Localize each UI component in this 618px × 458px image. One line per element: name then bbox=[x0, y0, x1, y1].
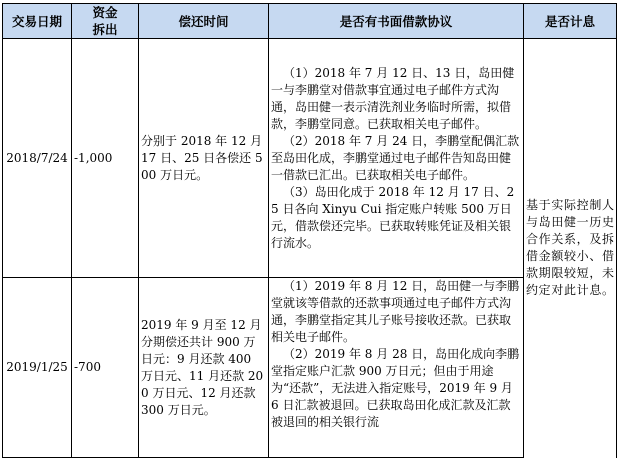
cell-repay-time: 2019 年 9 月至 12 月分期偿还共计 900 万日元：9 月还款 400 万日元、11 月还款 200 万日元、12 月还款 300 万日元。 bbox=[139, 278, 269, 458]
loan-table bbox=[2, 3, 617, 458]
header-interest: 是否计息 bbox=[524, 4, 617, 39]
header-date: 交易日期 bbox=[3, 4, 72, 39]
header-row bbox=[3, 4, 617, 39]
header-amount-line1: 资金 bbox=[92, 5, 118, 20]
header-repay-time: 偿还时间 bbox=[139, 4, 269, 39]
cell-agreement bbox=[269, 39, 524, 278]
agreement-item: （2）2019 年 8 月 28 日，岛田化成向李鹏堂指定账户汇款 900 万日元；但由于用途为“还款”，无法进入指定账号，2019 年 9 月 6 日汇款被退回。已获取岛田化成汇款及汇款被退回的相关银行流 bbox=[271, 347, 520, 429]
cell-agreement bbox=[269, 278, 524, 458]
cell-amount: -1,000 bbox=[72, 39, 139, 278]
agreement-item: （1）2018 年 7 月 12 日、13 日，岛田健一与李鹏堂对借款事宜通过电子邮件方式沟通，岛田健一表示清洗剂业务临时所需，拟借款，李鹏堂同意。已获取相关电子邮件。 bbox=[271, 65, 515, 131]
agreement-item: （2）2018 年 7 月 24 日，李鹏堂配偶汇款至岛田化成，李鹏堂通过电子邮件告知岛田健一借款已汇出。已获取相关电子邮件。 bbox=[271, 133, 520, 182]
cell-amount: -700 bbox=[72, 278, 139, 458]
cell-interest: 基于实际控制人与岛田健一历史合作关系，及拆借金额较小、借款期限较短，未约定对此计息。 bbox=[524, 39, 617, 458]
agreement-item: （1）2019 年 8 月 12 日，岛田健一与李鹏堂就该等借款的还款事项通过电子邮件方式沟通，李鹏堂指定其儿子账号接收还款。已获取相关电子邮件。 bbox=[271, 279, 520, 344]
cell-repay-time: 分别于 2018 年 12 月 17 日、25 日各偿还 500 万日元。 bbox=[139, 39, 269, 278]
header-amount bbox=[72, 4, 139, 39]
cell-date: 2019/1/25 bbox=[3, 278, 72, 458]
header-agreement: 是否有书面借款协议 bbox=[269, 4, 524, 39]
cell-date: 2018/7/24 bbox=[3, 39, 72, 278]
table-row bbox=[3, 39, 617, 278]
agreement-item: （3）岛田化成于 2018 年 12 月 17 日、25 日各向 Xinyu Cui 指定账户转账 500 万日元，借款偿还完毕。已获取转账凭证及相关银行流水。 bbox=[271, 184, 515, 250]
header-amount-line2: 拆出 bbox=[92, 22, 118, 37]
